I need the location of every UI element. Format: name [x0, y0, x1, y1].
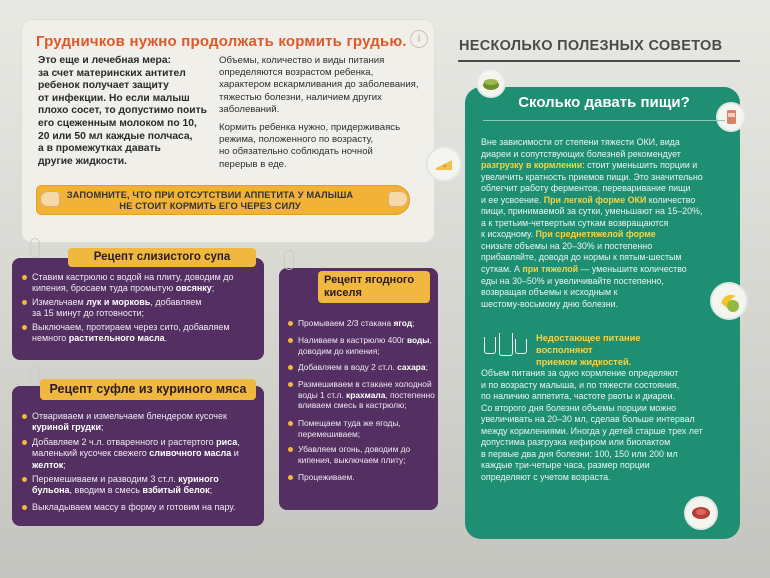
feeding-volume-text: [481, 137, 719, 310]
glasses-icon: [484, 333, 528, 359]
bullet-icon: [22, 477, 27, 482]
text: ;: [209, 485, 213, 496]
divider: [458, 60, 740, 62]
panel-title: Сколько давать пищи?: [518, 94, 690, 111]
text: : стоит уменьшить порции и: [582, 160, 698, 171]
emphasis: растительного масла: [68, 333, 165, 344]
text: — уменьшите количество: [578, 264, 687, 275]
recipe-step: [32, 502, 258, 513]
text: Перемешиваем и разводим 3 ст.л.: [32, 474, 179, 484]
text-line: ЗАПОМНИТЕ, ЧТО ПРИ ОТСУТСТВИИ АППЕТИТА У МАЛЫША: [66, 190, 354, 200]
bullet-icon: [288, 447, 293, 452]
text: Помещаем туда же ягоды,: [298, 418, 401, 428]
bullet-icon: [22, 300, 27, 305]
text: к исходному.: [481, 229, 536, 240]
text: доводим до кипения;: [298, 345, 380, 356]
text-line: Объем питания за одно кормление определяют: [481, 368, 679, 378]
highlight: При легкой форме ОКИ: [543, 194, 647, 205]
text-line: и по возрасту малыша, и по тяжести состояния,: [481, 379, 680, 390]
text: Процеживаем.: [298, 472, 355, 482]
paperclip-icon: [30, 238, 40, 258]
recipe-souffle-title: Рецепт суфле из куриного мяса: [40, 379, 256, 400]
text: , вводим в смесь: [69, 485, 143, 496]
text-line: приемом жидкостей.: [536, 357, 632, 367]
bullet-icon: [22, 505, 27, 510]
text: ;: [412, 318, 415, 328]
text-line: Это еще и лечебная мера:: [38, 55, 171, 66]
text: воды 1 ст.л.: [298, 389, 347, 400]
text-line: диареи и сопутствующих болезней рекомендует: [481, 148, 681, 159]
text-line: [481, 160, 719, 172]
paperclip-icon: [284, 250, 294, 270]
text: Промываем 2/3 стакана: [298, 318, 394, 328]
text: Измельчаем: [32, 297, 87, 307]
emphasis: ягод: [393, 318, 413, 328]
text-line: Со второго дня болезни объемы порции можно: [481, 402, 677, 413]
bullet-icon: [288, 421, 293, 426]
text: и: [231, 448, 239, 459]
text: Выкладываем массу в форму и готовим на пару.: [32, 502, 236, 512]
text: и ее усвоение.: [481, 194, 544, 205]
highlight: При среднетяжелой форме: [535, 229, 656, 240]
highlight: при тяжелой: [522, 264, 579, 275]
text-line: определяют с учетом возраста.: [481, 471, 611, 482]
emphasis: взбитый белок: [142, 485, 210, 496]
recipe-step: [298, 362, 436, 373]
text: , добавляем: [150, 297, 202, 307]
text-line: тяжестью болезни, наличием других: [219, 91, 382, 103]
pointing-hand-icon: [40, 191, 60, 207]
text-line: Объемы, количество и виды питания: [219, 55, 385, 66]
bullet-icon: [288, 338, 293, 343]
divider: [483, 120, 725, 121]
emphasis: сахара: [397, 362, 426, 372]
bullet-icon: [22, 440, 27, 445]
text: маленький кусочек свежего: [32, 448, 150, 459]
text: кипения, выключаем плиту;: [298, 454, 406, 465]
text: кипения, бросаем туда промытую: [32, 283, 176, 294]
emphasis: желток: [32, 459, 64, 470]
bullet-icon: [288, 475, 293, 480]
recipe-step: [298, 318, 436, 329]
bullet-icon: [288, 382, 293, 387]
text-line: прибавляйте, доводя до нормы к пятым-шестым: [481, 252, 682, 263]
paragraph: [219, 55, 429, 116]
text-line: каждые три-четыре часа, размер порции: [481, 460, 650, 471]
bullet-icon: [22, 414, 27, 419]
highlight: разгрузку в кормлении: [481, 160, 583, 171]
recipe-step: [298, 418, 436, 439]
emphasis: бульона: [32, 485, 70, 496]
emphasis: овсянку: [175, 283, 212, 294]
text-line: [481, 229, 719, 241]
recipe-soup-title: Рецепт слизистого супа: [68, 248, 256, 267]
fluid-note: [536, 332, 696, 368]
text-line: определяются возрастом ребенка,: [219, 67, 374, 79]
text-line: увеличивать на 20–30 мл, сделав больше интервал: [481, 414, 695, 425]
recipe-step: [32, 272, 260, 295]
text-line: снизьте объемы на 20–30% и постепенно: [481, 240, 653, 251]
text: Добавляем 2 ч.л. отваренного и растертого: [32, 437, 217, 447]
text-line: за счет материнских антител: [38, 67, 186, 79]
text: ,: [429, 335, 432, 345]
text-line: Кормить ребенка нужно, придерживаясь: [219, 122, 401, 134]
text: за 15 минут до готовности;: [32, 308, 145, 319]
text: ;: [425, 362, 428, 372]
text-line: режима, положенного по возрасту,: [219, 134, 374, 146]
text-line: по наличию аппетита, частоте рвоты и диареи.: [481, 391, 675, 402]
text: ,: [237, 437, 240, 447]
bullet-icon: [22, 275, 27, 280]
text-line: возвращая объемы к исходным к: [481, 287, 618, 298]
text: количество: [646, 194, 696, 205]
recipe-step: [32, 474, 258, 497]
text-line: перерыв в еде.: [219, 158, 287, 170]
text-line: заболеваний.: [219, 103, 280, 115]
text: суткам. А: [481, 264, 523, 275]
text: .: [164, 333, 168, 344]
recipe-step: [32, 411, 258, 434]
text-line: еды на 30–50% и увеличивайте постепенно,: [481, 275, 664, 286]
text: немного: [32, 333, 69, 344]
info-icon: i: [410, 30, 428, 48]
portion-size-text: [481, 368, 719, 483]
bullet-icon: [288, 321, 293, 326]
emphasis: куриной грудки: [32, 422, 102, 433]
text-line: Вне зависимости от степени тяжести ОКИ, вида: [481, 137, 680, 147]
text: Выключаем, протираем через сито, добавляем: [32, 322, 230, 332]
breastfeeding-right-text: [219, 55, 429, 177]
recipe-step: [298, 444, 436, 465]
emphasis: куриного: [178, 474, 219, 484]
emphasis: крахмала: [346, 389, 386, 400]
text-line: его сцеженным молоком по 10,: [38, 117, 197, 129]
cheese-icon: [428, 148, 460, 180]
bullet-icon: [288, 365, 293, 370]
text-line: [481, 195, 719, 207]
tips-heading: НЕСКОЛЬКО ПОЛЕЗНЫХ СОВЕТОВ: [459, 38, 723, 54]
text-line: допустима разгрузка кефиром или биолактом: [481, 437, 671, 448]
text: вливаем смесь в кастрюлю;: [298, 400, 407, 411]
recipe-step: [32, 297, 260, 320]
text: Ставим кастрюлю с водой на плиту, доводим до: [32, 272, 234, 282]
bowl-icon: [478, 70, 504, 96]
recipe-step: [32, 437, 258, 471]
text: Наливаем в кастрюлю 400г: [298, 335, 407, 345]
emphasis: лук и морковь: [86, 297, 151, 307]
breastfeeding-left-text: [38, 55, 213, 168]
text-line: увеличить кратность приемов пищи. Это значительно: [481, 171, 703, 182]
text-line: характером вскармливания до заболевания,: [219, 79, 419, 91]
paragraph: [219, 122, 429, 171]
bullet-icon: [22, 325, 27, 330]
text-line: ребенок получает защиту: [38, 80, 169, 92]
text-line: шестому-восьмому дню болезни.: [481, 298, 619, 309]
recipe-step: [298, 335, 436, 356]
text-line: а в промежутках давать: [38, 143, 161, 155]
text: ;: [63, 459, 66, 470]
emphasis: риса: [216, 437, 238, 447]
breastfeeding-title: Грудничков нужно продолжать кормить грудью.: [36, 33, 407, 50]
text-line: 20 или 50 мл каждые полчаса,: [38, 130, 193, 142]
recipe-step: [298, 472, 436, 483]
text-line: пищи, принимаемой за сутки, уменьшают на 15–20%,: [481, 206, 703, 217]
pointing-hand-icon: [388, 191, 408, 207]
recipe-step: [298, 379, 436, 411]
text-line: [481, 264, 719, 276]
text-line: облегчит работу ферментов, переваривание пищи: [481, 183, 691, 194]
text: Добавляем в воду 2 ст.л.: [298, 362, 398, 372]
emphasis: воды: [406, 335, 430, 345]
text-line: от инфекции. Но если малыш: [38, 92, 190, 104]
text-line: Недостающее питание восполняют: [536, 333, 641, 355]
paperclip-icon: [30, 366, 40, 386]
text: Размешиваем в стакане холодной: [298, 379, 432, 389]
text-line: а к третьим-четвертым суткам возвращаются: [481, 217, 669, 228]
text-line: другие жидкости.: [38, 155, 127, 167]
text: ;: [211, 283, 215, 294]
text: Убавляем огонь, доводим до: [298, 444, 411, 454]
recipe-step: [32, 322, 260, 345]
text: ;: [101, 422, 104, 433]
text: Отвариваем и измельчаем блендером кусочек: [32, 411, 227, 421]
meat-icon: [686, 498, 716, 528]
text: , постепенно: [385, 389, 435, 400]
text-line: между кормлениями. Иногда у детей старше трех лет: [481, 425, 703, 436]
text-line: НЕ СТОИТ КОРМИТЬ ЕГО ЧЕРЕЗ СИЛУ: [119, 201, 301, 211]
recipe-kissel-title: Рецепт ягодного киселя: [318, 271, 430, 303]
text-line: плохо сосет, то допустимо поить: [38, 105, 207, 117]
text-line: но обязательно соблюдать ночной: [219, 146, 373, 158]
text: перемешиваем;: [298, 428, 361, 439]
reminder-text: [60, 190, 360, 212]
text-line: в первые два дня болезни: 100, 150 или 200 мл: [481, 448, 678, 459]
emphasis: сливочного масла: [149, 448, 232, 459]
